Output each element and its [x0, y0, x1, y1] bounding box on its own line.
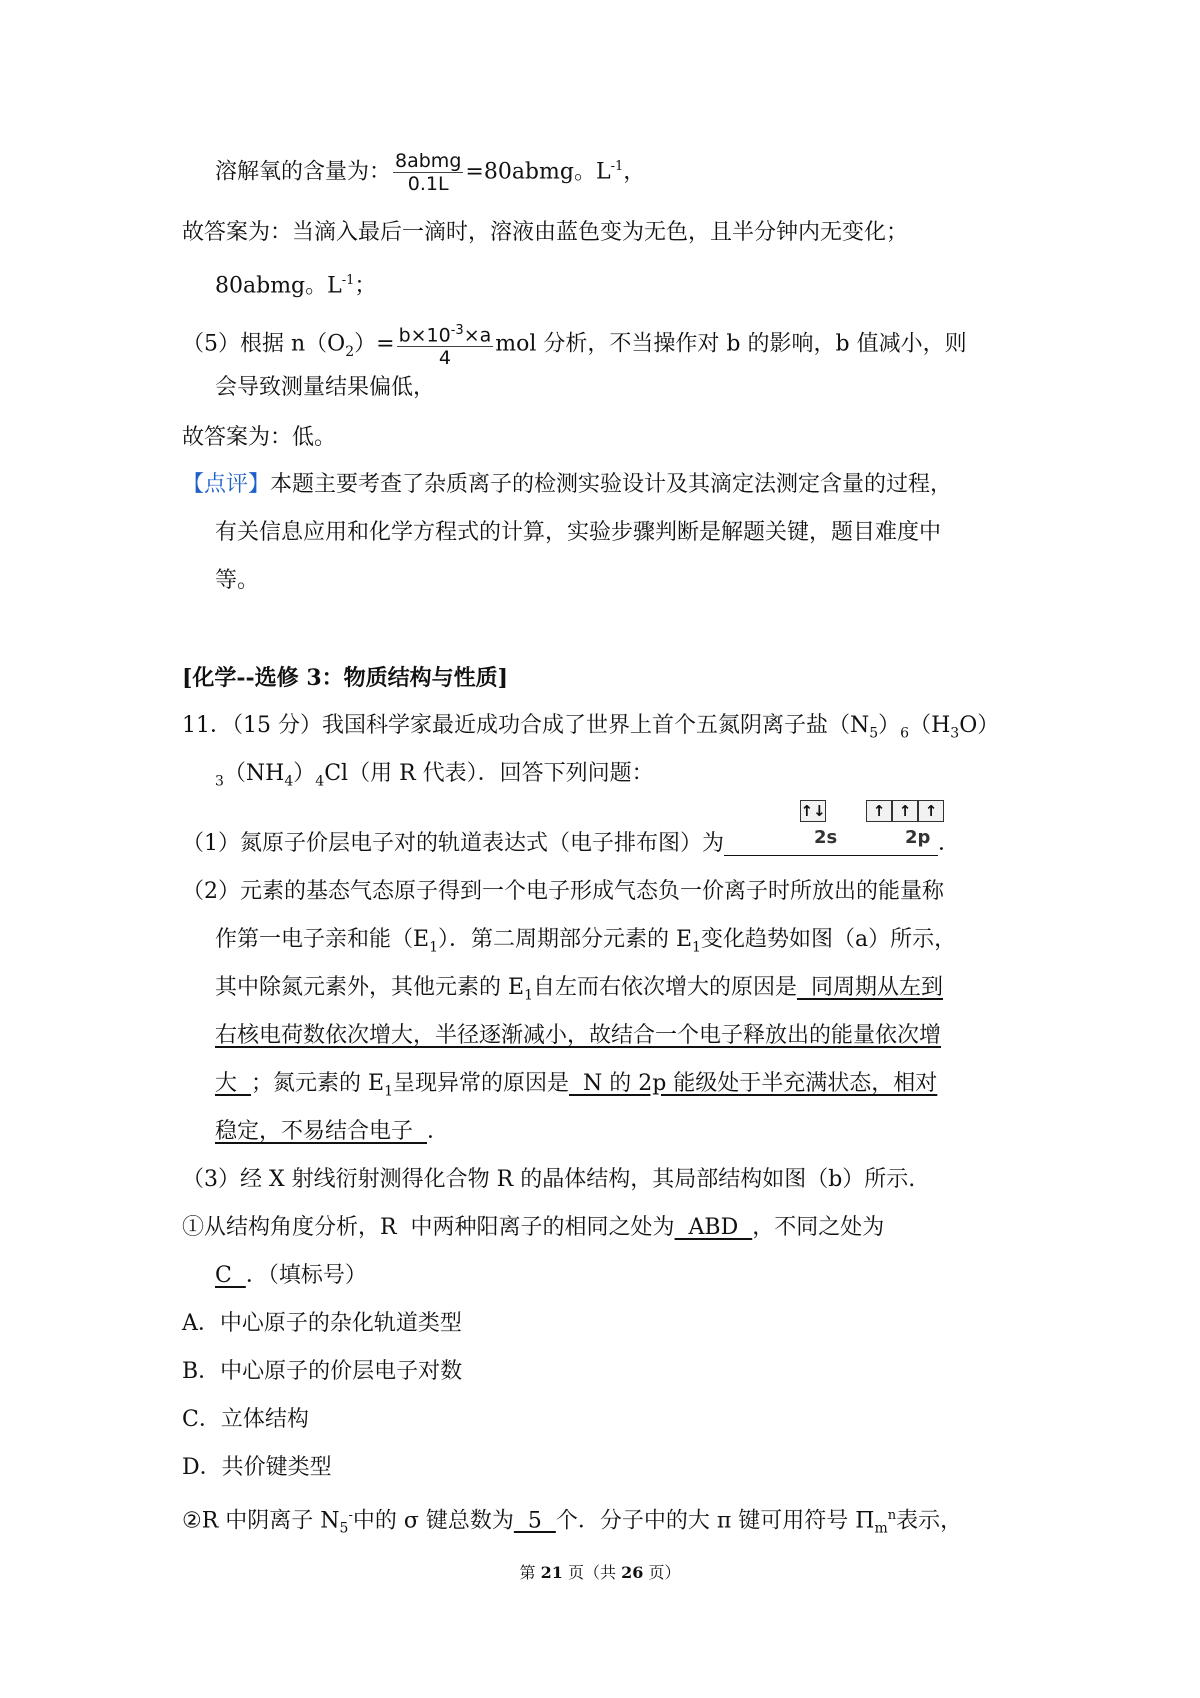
orbital-answer-blank [724, 829, 938, 856]
q11-intro-1b: ） [878, 713, 901, 738]
q11-part2-5b: 呈现异常的原因是 [392, 1071, 569, 1096]
orbital-box-2p-3: ↑ [918, 800, 944, 822]
q11-intro-1d: O） [959, 713, 1000, 738]
part5-fraction-num-main: b×10 [398, 324, 451, 347]
part5-answer: 故答案为：低。 [182, 425, 337, 450]
q11-part3-2-sub: 5 [339, 1520, 349, 1537]
q11-part2-line-5 [215, 1069, 937, 1106]
page-footer [0, 1560, 1200, 1583]
q11-intro-sub-3a: 3 [950, 725, 960, 742]
q11-intro-line-2 [215, 759, 654, 796]
orbital-box-2p-2: ↑ [892, 800, 918, 822]
q11-part3-2-sup: - [348, 1508, 353, 1523]
orbital-diagram-2p [866, 800, 944, 822]
answer-line-2-end: ； [354, 273, 377, 299]
q11-intro-sub-4b: 4 [315, 773, 325, 790]
q11-part3-1-line-2 [215, 1261, 367, 1291]
oxygen-fraction-denominator: 0.1L [407, 173, 449, 195]
q11-part2-answer2-b: 稳定，不易结合电子 [215, 1119, 427, 1144]
orbital-diagram-2s [800, 800, 826, 822]
q11-part3-1-answer2: C [215, 1263, 246, 1288]
part5-prefix: （5）根据 n（O [182, 331, 346, 357]
q11-intro-1a: 11．（15 分）我国科学家最近成功合成了世界上首个五氮阴离子盐（N [182, 713, 870, 738]
q11-intro-sub-3b: 3 [215, 773, 224, 790]
oxygen-fraction-numerator: 8abmg [395, 150, 462, 172]
q11-part2-end: ． [427, 1119, 450, 1144]
q11-part2-line-2 [215, 925, 956, 962]
footer-total-pages: 26 [621, 1563, 644, 1582]
part5-line-1 [182, 320, 967, 369]
part5-fraction [397, 320, 494, 369]
q11-part3-2b: 中的 σ 键总数为 [352, 1508, 514, 1534]
q11-part3-1-answer1: ABD [674, 1215, 753, 1240]
q11-part2-answer2-a: N 的 2p 能级处于半充满状态，相对 [569, 1071, 938, 1096]
section-title: [化学--选修 3：物质结构与性质] [182, 665, 509, 691]
q11-part2-answer1-a: 同周期从左到 [797, 975, 943, 1000]
q11-part2-2c: 变化趋势如图（a）所示， [700, 927, 957, 952]
comment-text-1: 本题主要考查了杂质离子的检测实验设计及其滴定法测定含量的过程， [270, 472, 953, 497]
option-b: B．中心原子的价层电子对数 [182, 1359, 463, 1384]
orbital-box-2p-1: ↑ [866, 800, 892, 822]
part5-suffix: mol 分析，不当操作对 b 的影响，b 值减小，则 [495, 331, 967, 357]
q11-part2-2-sub: 1 [429, 939, 438, 956]
oxygen-content-suffix: =80abmg。L [465, 159, 611, 185]
q11-part3-1c: ．（填标号） [245, 1263, 367, 1288]
q11-intro-2b: ） [293, 761, 316, 786]
footer-mid: 页（共 [562, 1563, 622, 1582]
part5-sub: 2 [345, 344, 355, 361]
comment-line-3: 等。 [215, 568, 260, 593]
q11-part3-2c: 个．分子中的大 π 键可用符号 Π [555, 1508, 875, 1534]
part5-fraction-num-sup: -3 [450, 323, 464, 338]
q11-part3-2-line [182, 1501, 962, 1544]
part5-fraction-num-end: ×a [463, 324, 492, 347]
comment-line-1 [182, 470, 952, 500]
option-a: A．中心原子的杂化轨道类型 [182, 1311, 462, 1336]
q11-part1-end: ． [938, 831, 961, 856]
q11-part3-1b: ，不同之处为 [752, 1215, 885, 1240]
q11-part3-1-line [182, 1213, 884, 1243]
q11-intro-sub-5: 5 [869, 725, 879, 742]
oxygen-content-line [215, 150, 645, 195]
oxygen-content-end: ， [623, 159, 646, 185]
comment-tag: 【点评】 [182, 472, 271, 497]
part5-fraction-numerator [397, 320, 494, 347]
footer-prefix: 第 [519, 1563, 541, 1582]
answer-line-2 [215, 266, 376, 301]
orbital-label-2s: 2s [814, 827, 838, 848]
footer-page-number: 21 [540, 1563, 563, 1582]
q11-intro-line-1 [182, 711, 999, 748]
q11-intro-1c: （H [909, 713, 951, 738]
q11-part2-2a: 作第一电子亲和能（E [215, 927, 430, 952]
q11-part1-text: （1）氮原子价层电子对的轨道表达式（电子排布图）为 [182, 831, 724, 856]
q11-part2-3a: 其中除氮元素外，其他元素的 E [215, 975, 525, 1000]
q11-part2-3b: 自左而右依次增大的原因是 [532, 975, 797, 1000]
q11-part2-line-6 [215, 1117, 449, 1147]
q11-part3-2-sub-m: m [874, 1520, 888, 1537]
oxygen-content-sup: -1 [610, 159, 624, 175]
answer-line-2-sup: -1 [341, 273, 355, 288]
oxygen-fraction [393, 150, 463, 195]
q11-part3-2a: ②R 中阴离子 N [182, 1508, 340, 1534]
q11-part2-5-sub: 1 [384, 1083, 393, 1100]
answer-line-2-main: 80abmg。L [215, 273, 342, 299]
q11-part3-line: （3）经 X 射线衍射测得化合物 R 的晶体结构，其局部结构如图（b）所示. [182, 1167, 916, 1192]
q11-intro-2a: （NH [223, 761, 285, 786]
q11-intro-sub-6: 6 [900, 725, 910, 742]
answer-line-1: 故答案为：当滴入最后一滴时，溶液由蓝色变为无色，且半分钟内无变化； [182, 220, 909, 245]
option-d: D．共价键类型 [182, 1455, 332, 1480]
footer-suffix: 页） [643, 1563, 681, 1582]
q11-part3-2-answer: 5 [513, 1508, 556, 1534]
q11-intro-2c: Cl（用 R 代表）．回答下列问题： [324, 761, 654, 786]
q11-part2-2-sub2: 1 [692, 939, 701, 956]
q11-part2-2b: ）．第二周期部分元素的 E [437, 927, 693, 952]
q11-part3-1a: ①从结构角度分析，R 中两种阳离子的相同之处为 [182, 1215, 675, 1240]
q11-part3-2d: 表示， [896, 1508, 963, 1534]
part5-fraction-denominator: 4 [438, 347, 451, 370]
part5-mid: ）= [354, 331, 395, 357]
comment-line-2: 有关信息应用和化学方程式的计算，实验步骤判断是解题关键，题目难度中 [215, 520, 942, 545]
option-c: C．立体结构 [182, 1407, 309, 1432]
q11-part2-line-1: （2）元素的基态气态原子得到一个电子形成气态负一价离子时所放出的能量称 [182, 879, 944, 904]
q11-part2-3-sub: 1 [524, 987, 533, 1004]
q11-intro-sub-4a: 4 [284, 773, 294, 790]
oxygen-content-prefix: 溶解氧的含量为： [215, 159, 392, 185]
q11-part3-2-sup-n: n [887, 1508, 897, 1523]
orbital-box-2s: ↑↓ [800, 802, 826, 820]
q11-part2-answer1-b: 右核电荷数依次增大，半径逐渐减小，故结合一个电子释放出的能量依次增 [215, 1023, 942, 1048]
q11-part2-line-3 [215, 973, 943, 1010]
q11-part2-answer1-c: 大 [215, 1071, 251, 1096]
part5-line-2: 会导致测量结果偏低， [215, 375, 436, 400]
q11-part2-5a: ；氮元素的 E [251, 1071, 385, 1096]
q11-part1 [182, 829, 960, 859]
orbital-label-2p: 2p [905, 827, 931, 848]
